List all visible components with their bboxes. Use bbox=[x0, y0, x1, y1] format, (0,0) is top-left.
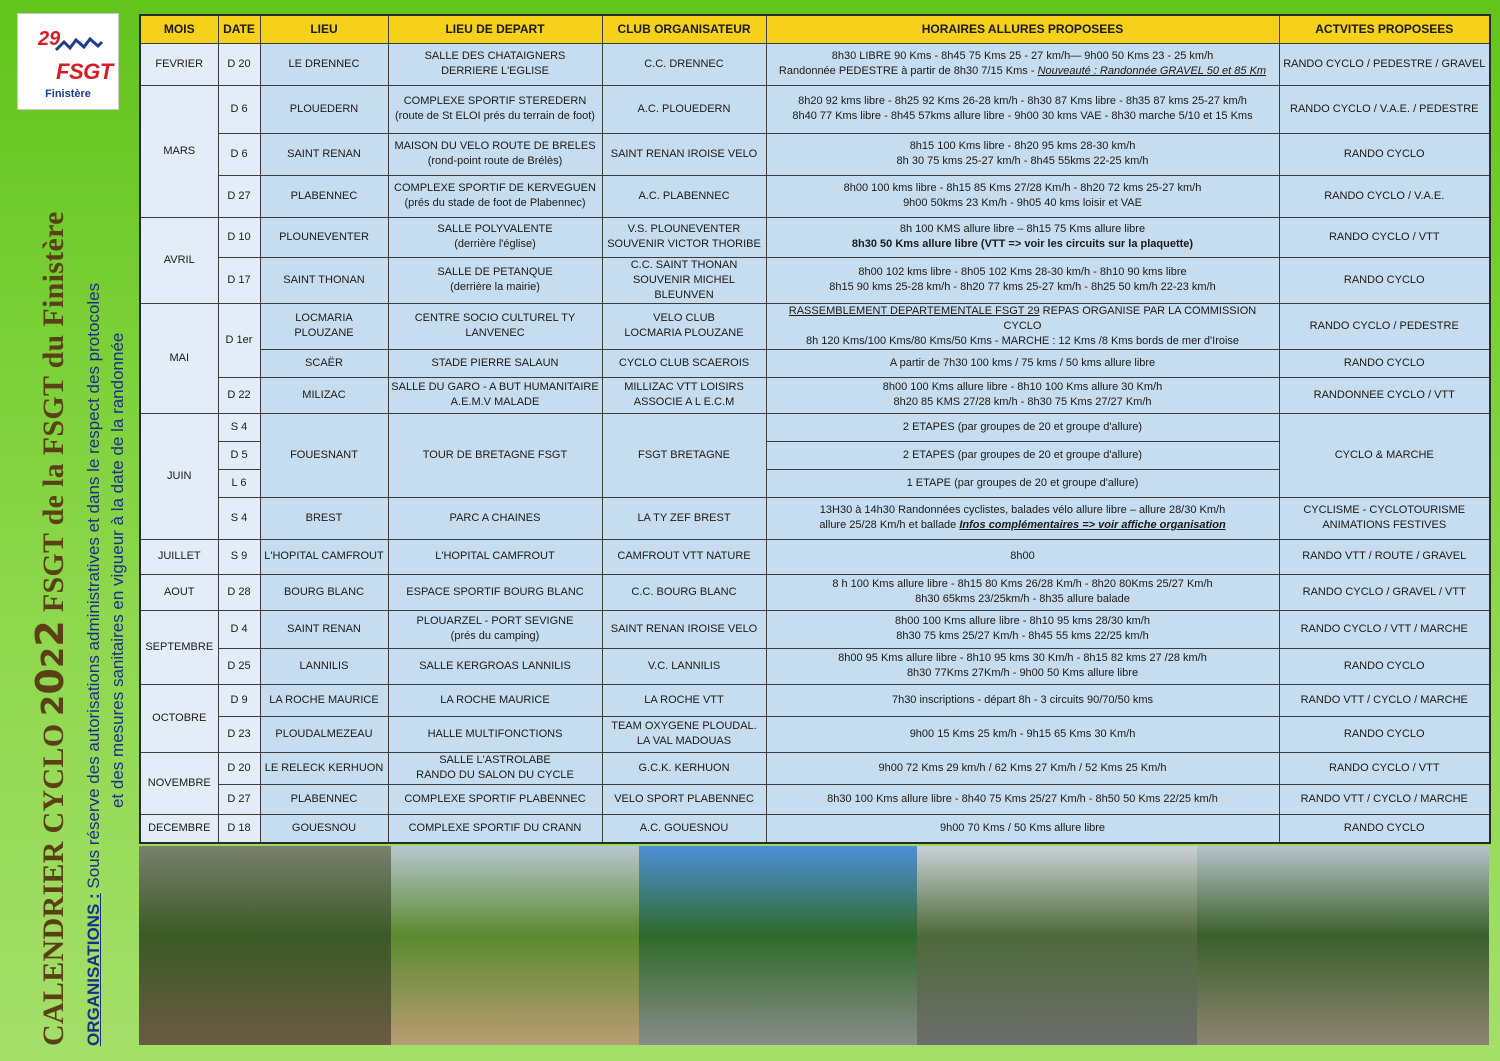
activites-cell bbox=[1279, 784, 1490, 814]
activites-line: RANDO CYCLO bbox=[1343, 356, 1425, 369]
lieu-cell: BREST bbox=[260, 497, 388, 539]
depart-line: PARC A CHAINES bbox=[449, 511, 541, 524]
table-header-row bbox=[140, 15, 1490, 43]
horaires-bold-line: 8h30 50 Kms allure libre (VTT => voir les circuits sur la plaquette) bbox=[851, 238, 1194, 250]
activites-line: RANDO CYCLO bbox=[1343, 147, 1425, 160]
activites-cell bbox=[1279, 684, 1490, 716]
lieu-cell: PLOUDALMEZEAU bbox=[260, 716, 388, 752]
header-date: DATE bbox=[218, 15, 260, 43]
activites-line: CYCLISME - CYCLOTOURISME bbox=[1303, 504, 1466, 516]
activites-line: RANDO CYCLO / V.A.E. / PEDESTRE bbox=[1290, 102, 1479, 115]
activites-line: ANIMATIONS FESTIVES bbox=[1322, 519, 1447, 531]
club-cell bbox=[602, 217, 766, 257]
depart-cell bbox=[388, 574, 602, 610]
club-cell bbox=[602, 610, 766, 648]
table-row bbox=[140, 574, 1490, 610]
horaires-line: 8h00 bbox=[1010, 550, 1035, 562]
depart-line: TOUR DE BRETAGNE FSGT bbox=[422, 448, 568, 461]
activites-line: RANDO CYCLO / VTT bbox=[1328, 230, 1440, 243]
horaires-cell bbox=[766, 175, 1279, 217]
lieu-cell: SCAËR bbox=[260, 349, 388, 377]
activites-line: RANDO CYCLO / PEDESTRE / GRAVEL bbox=[1283, 57, 1486, 70]
club-cell bbox=[602, 716, 766, 752]
horaires-cell bbox=[766, 43, 1279, 85]
horaires-cell bbox=[766, 684, 1279, 716]
lieu-cell: SAINT RENAN bbox=[260, 610, 388, 648]
horaires-cell bbox=[766, 539, 1279, 574]
activites-line: RANDO CYCLO / VTT / MARCHE bbox=[1300, 622, 1468, 635]
cyclists-start-photo bbox=[1197, 846, 1489, 1045]
month-cell: SEPTEMBRE bbox=[140, 610, 218, 684]
depart-line: (prés du stade de foot de Plabennec) bbox=[404, 197, 586, 209]
table-row bbox=[140, 814, 1490, 843]
month-cell: MARS bbox=[140, 85, 218, 217]
club-line: A.C. GOUESNOU bbox=[639, 821, 729, 834]
month-cell: DECEMBRE bbox=[140, 814, 218, 843]
date-cell: L 6 bbox=[218, 469, 260, 497]
club-line: A.C. PLOUEDERN bbox=[637, 102, 731, 115]
table-row bbox=[140, 217, 1490, 257]
horaires-line: 8h30 75 kms 25/27 Km/h - 8h45 55 kms 22/25 km/h bbox=[896, 630, 1149, 642]
horaires-cell bbox=[766, 349, 1279, 377]
club-line: CAMFROUT VTT NATURE bbox=[617, 550, 751, 562]
cyclists-road-photo bbox=[917, 846, 1197, 1045]
activites-cell bbox=[1279, 648, 1490, 684]
activites-cell bbox=[1279, 539, 1490, 574]
horaires-line: 8h00 100 Kms allure libre - 8h10 100 Kms allure 30 Km/h bbox=[882, 381, 1163, 393]
header-lieu: LIEU bbox=[260, 15, 388, 43]
horaires-cell bbox=[766, 133, 1279, 175]
club-cell bbox=[602, 814, 766, 843]
depart-line: SALLE DES CHATAIGNERS bbox=[424, 50, 566, 62]
depart-cell bbox=[388, 217, 602, 257]
horaires-line: 7h30 inscriptions - départ 8h - 3 circuits 90/70/50 kms bbox=[891, 693, 1154, 706]
horaires-line: 8h00 95 Kms allure libre - 8h10 95 kms 30 Km/h - 8h15 82 kms 27 /28 km/h bbox=[838, 652, 1207, 664]
horaires-line: 8h20 85 KMS 27/28 km/h - 8h30 75 Kms 27/27 Km/h bbox=[893, 396, 1152, 408]
month-cell: FEVRIER bbox=[140, 43, 218, 85]
coastal-trail-photo bbox=[391, 846, 639, 1045]
depart-cell bbox=[388, 684, 602, 716]
date-cell: S 4 bbox=[218, 497, 260, 539]
horaires-cell bbox=[766, 497, 1279, 539]
horaires-line: 9h00 72 Kms 29 km/h / 62 Kms 27 Km/h / 52 Kms 25 Km/h bbox=[878, 761, 1167, 774]
lieu-cell bbox=[260, 303, 388, 349]
horaires-cell bbox=[766, 814, 1279, 843]
club-cell bbox=[602, 413, 766, 497]
table-row bbox=[140, 377, 1490, 413]
activites-line: RANDO CYCLO / GRAVEL / VTT bbox=[1302, 585, 1466, 598]
table-row bbox=[140, 610, 1490, 648]
club-cell bbox=[602, 257, 766, 303]
depart-cell bbox=[388, 85, 602, 133]
depart-line: PLOUARZEL - PORT SEVIGNE bbox=[416, 615, 574, 627]
activites-line: RANDO CYCLO bbox=[1343, 727, 1425, 740]
horaires-note: Nouveauté : Randonnée GRAVEL 50 et 85 Km bbox=[1037, 65, 1267, 77]
horaires-line: A partir de 7h30 100 kms / 75 kms / 50 kms allure libre bbox=[889, 356, 1156, 369]
activites-cell bbox=[1279, 716, 1490, 752]
depart-cell bbox=[388, 303, 602, 349]
depart-cell bbox=[388, 814, 602, 843]
activites-cell bbox=[1279, 43, 1490, 85]
lieu-cell: PLABENNEC bbox=[260, 175, 388, 217]
depart-cell bbox=[388, 610, 602, 648]
header-mois: MOIS bbox=[140, 15, 218, 43]
date-cell: D 4 bbox=[218, 610, 260, 648]
club-line: V.C. LANNILIS bbox=[647, 659, 721, 672]
month-cell: OCTOBRE bbox=[140, 684, 218, 752]
horaires-line: 2 ETAPES (par groupes de 20 et groupe d'allure) bbox=[902, 420, 1143, 433]
lieu-cell: BOURG BLANC bbox=[260, 574, 388, 610]
horaires-cell bbox=[766, 85, 1279, 133]
month-cell: MAI bbox=[140, 303, 218, 413]
table-row bbox=[140, 133, 1490, 175]
horaires-cell bbox=[766, 377, 1279, 413]
horaires-line: 9h00 50kms 23 Km/h - 9h05 40 kms loisir et VAE bbox=[903, 197, 1142, 209]
activites-cell bbox=[1279, 85, 1490, 133]
club-cell bbox=[602, 175, 766, 217]
horaires-line: 8h 30 75 kms 25-27 km/h - 8h45 55kms 22-25 km/h bbox=[896, 155, 1149, 167]
horaires-cell bbox=[766, 610, 1279, 648]
club-line: C.C. DRENNEC bbox=[644, 57, 724, 70]
date-cell: D 18 bbox=[218, 814, 260, 843]
horaires-line: 8h30 LIBRE 90 Kms - 8h45 75 Kms 25 - 27 km/h— 9h00 50 Kms 23 - 25 km/h bbox=[831, 50, 1214, 62]
table-row bbox=[140, 303, 1490, 349]
depart-cell bbox=[388, 752, 602, 784]
activites-line: RANDO CYCLO / V.A.E. bbox=[1324, 189, 1445, 202]
club-line: CYCLO CLUB SCAEROIS bbox=[618, 356, 750, 369]
lieu-cell: LANNILIS bbox=[260, 648, 388, 684]
horaires-line: 8h 120 Kms/100 Kms/80 Kms/50 Kms - MARCHE : 12 Kms /8 Kms bords de mer d'Iroise bbox=[805, 334, 1240, 347]
header-club: CLUB ORGANISATEUR bbox=[602, 15, 766, 43]
horaires-line: 9h00 15 Kms 25 km/h - 9h15 65 Kms 30 Km/h bbox=[909, 727, 1136, 740]
date-cell: D 28 bbox=[218, 574, 260, 610]
lieu-cell: MILIZAC bbox=[260, 377, 388, 413]
activites-line: RANDO VTT / CYCLO / MARCHE bbox=[1300, 693, 1468, 706]
depart-cell bbox=[388, 377, 602, 413]
horaires-line: 1 ETAPE (par groupes de 20 et groupe d'allure) bbox=[906, 476, 1139, 489]
club-cell bbox=[602, 349, 766, 377]
club-cell bbox=[602, 377, 766, 413]
date-cell: D 25 bbox=[218, 648, 260, 684]
notice-line-2: et des mesures sanitaires en vigueur à la date de la randonnée bbox=[108, 332, 127, 808]
logo-number: 29 bbox=[38, 28, 61, 50]
horaires-cell bbox=[766, 574, 1279, 610]
depart-line: SALLE DU GARO - A BUT HUMANITAIRE bbox=[391, 381, 599, 393]
horaires-line: 13H30 à 14h30 Randonnées cyclistes, balades vélo allure libre – allure 28/30 Km/h bbox=[819, 504, 1226, 516]
cyclists-group-photo bbox=[639, 846, 917, 1045]
horaires-cell bbox=[766, 413, 1279, 441]
activites-cell bbox=[1279, 610, 1490, 648]
date-cell: D 27 bbox=[218, 175, 260, 217]
table-row bbox=[140, 349, 1490, 377]
horaires-cell bbox=[766, 716, 1279, 752]
schedule-table bbox=[139, 14, 1491, 844]
notice-label: ORGANISATIONS : bbox=[84, 893, 103, 1046]
club-line: SAINT RENAN IROISE VELO bbox=[610, 622, 758, 635]
activites-cell bbox=[1279, 574, 1490, 610]
photo-strip bbox=[139, 846, 1489, 1045]
lieu-cell: L'HOPITAL CAMFROUT bbox=[260, 539, 388, 574]
depart-line: SALLE DE PETANQUE bbox=[437, 266, 553, 278]
club-cell bbox=[602, 43, 766, 85]
date-cell: S 4 bbox=[218, 413, 260, 441]
horaires-line: 8h 100 KMS allure libre – 8h15 75 Kms allure libre bbox=[899, 223, 1146, 235]
date-cell: D 1er bbox=[218, 303, 260, 377]
depart-line: A.E.M.V MALADE bbox=[450, 396, 540, 408]
forest-path-photo bbox=[139, 846, 391, 1045]
depart-line: COMPLEXE SPORTIF DU CRANN bbox=[408, 821, 582, 834]
lieu-line: LOCMARIA bbox=[295, 312, 353, 324]
depart-cell bbox=[388, 175, 602, 217]
horaires-line: 8h15 100 Kms libre - 8h20 95 kms 28-30 km/h bbox=[909, 140, 1136, 152]
club-cell bbox=[602, 539, 766, 574]
horaires-cell bbox=[766, 441, 1279, 469]
header-activites: ACTVITES PROPOSEES bbox=[1279, 15, 1490, 43]
horaires-note: Infos complémentaires => voir affiche organisation bbox=[959, 519, 1226, 531]
lieu-line: PLOUZANE bbox=[294, 327, 354, 339]
activites-line: RANDO CYCLO bbox=[1343, 659, 1425, 672]
date-cell: D 10 bbox=[218, 217, 260, 257]
activites-cell bbox=[1279, 814, 1490, 843]
horaires-line: 8h00 102 kms libre - 8h05 102 Kms 28-30 km/h - 8h10 90 kms libre bbox=[858, 266, 1187, 278]
month-cell: JUIN bbox=[140, 413, 218, 539]
depart-line: (derrière l'église) bbox=[454, 238, 536, 250]
calendar-title bbox=[28, 116, 72, 1046]
month-cell: NOVEMBRE bbox=[140, 752, 218, 814]
depart-line: ESPACE SPORTIF BOURG BLANC bbox=[406, 585, 584, 598]
horaires-line: 9h00 70 Kms / 50 Kms allure libre bbox=[939, 821, 1106, 834]
horaires-line: REPAS ORGANISE PAR LA COMMISSION CYCLO bbox=[1003, 304, 1257, 332]
horaires-cell bbox=[766, 784, 1279, 814]
date-cell: D 23 bbox=[218, 716, 260, 752]
activites-cell bbox=[1279, 175, 1490, 217]
header-depart: LIEU DE DEPART bbox=[388, 15, 602, 43]
activites-line: RANDO VTT / CYCLO / MARCHE bbox=[1300, 792, 1468, 805]
horaires-cell bbox=[766, 217, 1279, 257]
table-row bbox=[140, 497, 1490, 539]
depart-line: MAISON DU VELO ROUTE DE BRELES bbox=[394, 140, 596, 152]
year-digit-1: 2 bbox=[36, 694, 71, 716]
activites-line: RANDONNEE CYCLO / VTT bbox=[1313, 388, 1455, 401]
lieu-cell: PLOUEDERN bbox=[260, 85, 388, 133]
club-cell bbox=[602, 133, 766, 175]
table-row bbox=[140, 784, 1490, 814]
club-cell bbox=[602, 784, 766, 814]
year-digit-4: 2 bbox=[28, 619, 72, 647]
club-cell bbox=[602, 684, 766, 716]
depart-cell bbox=[388, 133, 602, 175]
lieu-cell: SAINT RENAN bbox=[260, 133, 388, 175]
lieu-cell: GOUESNOU bbox=[260, 814, 388, 843]
activites-cell bbox=[1279, 752, 1490, 784]
depart-cell bbox=[388, 784, 602, 814]
horaires-line: 8h40 77 Kms libre - 8h45 57kms allure libre - 9h00 30 kms VAE - 8h30 marche 5/10 et 15 Kms bbox=[792, 110, 1253, 122]
club-cell bbox=[602, 85, 766, 133]
activites-cell bbox=[1279, 303, 1490, 349]
date-cell: D 20 bbox=[218, 43, 260, 85]
depart-line: L'HOPITAL CAMFROUT bbox=[435, 550, 555, 562]
club-line: C.C. SAINT THONAN bbox=[630, 258, 738, 271]
depart-line: COMPLEXE SPORTIF DE KERVEGUEN bbox=[394, 182, 596, 194]
horaires-line: 8h30 77Kms 27Km/h - 9h00 50 Kms allure libre bbox=[906, 667, 1139, 679]
club-cell bbox=[602, 497, 766, 539]
logo-brand: FSGT bbox=[56, 59, 113, 84]
date-cell: D 9 bbox=[218, 684, 260, 716]
activites-cell bbox=[1279, 497, 1490, 539]
lieu-cell: LE RELECK KERHUON bbox=[260, 752, 388, 784]
lieu-cell: LE DRENNEC bbox=[260, 43, 388, 85]
depart-cell bbox=[388, 257, 602, 303]
date-cell: D 17 bbox=[218, 257, 260, 303]
activites-line: RANDO VTT / ROUTE / GRAVEL bbox=[1302, 550, 1467, 562]
lieu-cell: FOUESNANT bbox=[260, 413, 388, 497]
depart-line: (route de St ELOI prés du terrain de foot) bbox=[395, 110, 595, 122]
table-row bbox=[140, 648, 1490, 684]
club-line: VELO CLUB bbox=[653, 312, 715, 324]
header-horaires: HORAIRES ALLURES PROPOSEES bbox=[766, 15, 1279, 43]
depart-line: LA ROCHE MAURICE bbox=[440, 693, 550, 706]
horaires-line: 8h00 100 Kms allure libre - 8h10 95 kms 28/30 km/h bbox=[895, 615, 1150, 627]
logo-region: Finistère bbox=[45, 88, 91, 100]
depart-cell bbox=[388, 539, 602, 574]
horaires-line: allure 25/28 Km/h et ballade bbox=[819, 519, 957, 531]
lieu-cell: PLOUNEVENTER bbox=[260, 217, 388, 257]
horaires-cell bbox=[766, 752, 1279, 784]
table-row bbox=[140, 684, 1490, 716]
table-row bbox=[140, 413, 1490, 441]
activites-cell bbox=[1279, 133, 1490, 175]
club-cell bbox=[602, 752, 766, 784]
date-cell: D 27 bbox=[218, 784, 260, 814]
organisation-notice bbox=[84, 283, 104, 1046]
club-line: ASSOCIE A L E.C.M bbox=[633, 396, 735, 408]
table-row bbox=[140, 43, 1490, 85]
notice-line-1: Sous réserve des autorisations administratives et dans le respect des protocoles bbox=[84, 282, 103, 889]
table-row bbox=[140, 539, 1490, 574]
club-cell bbox=[602, 574, 766, 610]
depart-cell bbox=[388, 648, 602, 684]
club-line: SOUVENIR VICTOR THORIBE bbox=[607, 238, 761, 250]
lieu-cell: LA ROCHE MAURICE bbox=[260, 684, 388, 716]
activites-line: RANDO CYCLO / VTT bbox=[1328, 761, 1440, 774]
lieu-cell: PLABENNEC bbox=[260, 784, 388, 814]
depart-line: SALLE KERGROAS LANNILIS bbox=[419, 659, 571, 672]
depart-line: (rond-point route de Brélès) bbox=[427, 155, 563, 167]
activites-cell bbox=[1279, 413, 1490, 497]
horaires-line: 8h30 100 Kms allure libre - 8h40 75 Kms 25/27 Km/h - 8h50 50 Kms 22/25 km/h bbox=[827, 792, 1218, 805]
club-line: LA VAL MADOUAS bbox=[636, 735, 732, 747]
horaires-line: 8h00 100 kms libre - 8h15 85 Kms 27/28 Km/h - 8h20 72 kms 25-27 km/h bbox=[843, 182, 1202, 194]
date-cell: D 22 bbox=[218, 377, 260, 413]
depart-cell bbox=[388, 716, 602, 752]
table-row bbox=[140, 175, 1490, 217]
club-line: SOUVENIR MICHEL BLEUNVEN bbox=[632, 273, 736, 301]
club-line: SAINT RENAN IROISE VELO bbox=[610, 147, 758, 160]
depart-cell bbox=[388, 497, 602, 539]
activites-line: RANDO CYCLO / PEDESTRE bbox=[1309, 319, 1459, 332]
horaires-line: 8h30 65kms 23/25km/h - 8h35 allure balade bbox=[915, 593, 1130, 605]
horaires-line: Randonnée PEDESTRE à partir de 8h30 7/15 Kms - bbox=[778, 65, 1035, 77]
club-line: A.C. PLABENNEC bbox=[638, 189, 730, 202]
club-line: V.S. PLOUNEVENTER bbox=[627, 223, 741, 235]
finistere-map-icon bbox=[54, 36, 104, 54]
table-row bbox=[140, 257, 1490, 303]
horaires-cell bbox=[766, 303, 1279, 349]
horaires-line: 8 h 100 Kms allure libre - 8h15 80 Kms 26/28 Km/h - 8h20 80Kms 25/27 Km/h bbox=[832, 578, 1213, 590]
date-cell: D 6 bbox=[218, 85, 260, 133]
depart-line: SALLE POLYVALENTE bbox=[437, 223, 553, 235]
table-row bbox=[140, 752, 1490, 784]
depart-cell bbox=[388, 43, 602, 85]
table-row bbox=[140, 716, 1490, 752]
club-line: MILLIZAC VTT LOISIRS bbox=[624, 381, 744, 393]
depart-line: COMPLEXE SPORTIF STEREDERN bbox=[403, 95, 587, 107]
title-suffix: FSGT de la FSGT du Finistère bbox=[37, 211, 70, 620]
activites-cell bbox=[1279, 257, 1490, 303]
horaires-line: 2 ETAPES (par groupes de 20 et groupe d'allure) bbox=[902, 448, 1143, 461]
month-cell: AOUT bbox=[140, 574, 218, 610]
month-cell: JUILLET bbox=[140, 539, 218, 574]
depart-line: DERRIERE L'EGLISE bbox=[441, 65, 549, 77]
depart-line: STADE PIERRE SALAUN bbox=[431, 356, 559, 369]
horaires-highlight: RASSEMBLEMENT DEPARTEMENTALE FSGT 29 bbox=[788, 304, 1040, 317]
activites-cell bbox=[1279, 349, 1490, 377]
title-prefix: CALENDRIER CYCLO bbox=[37, 715, 70, 1046]
club-line: LA ROCHE VTT bbox=[644, 693, 724, 706]
date-cell: D 6 bbox=[218, 133, 260, 175]
club-line: TEAM OXYGENE PLOUDAL. bbox=[611, 720, 757, 732]
table-row bbox=[140, 85, 1490, 133]
date-cell: D 5 bbox=[218, 441, 260, 469]
depart-line: RANDO DU SALON DU CYCLE bbox=[416, 769, 574, 781]
activites-cell bbox=[1279, 217, 1490, 257]
date-cell: S 9 bbox=[218, 539, 260, 574]
depart-line: (derrière la mairie) bbox=[450, 281, 540, 293]
club-line: VELO SPORT PLABENNEC bbox=[614, 792, 754, 805]
depart-line: COMPLEXE SPORTIF PLABENNEC bbox=[404, 792, 586, 805]
club-line: LOCMARIA PLOUZANE bbox=[624, 327, 744, 339]
depart-line: CENTRE SOCIO CULTUREL TY LANVENEC bbox=[414, 312, 576, 339]
year-digit-2: 0 bbox=[28, 667, 72, 695]
club-line: G.C.K. KERHUON bbox=[638, 761, 730, 774]
horaires-line: 8h15 90 kms 25-28 km/h - 8h20 77 kms 25-27 km/h - 8h25 50 km/h 22-23 km/h bbox=[829, 281, 1216, 293]
date-cell: D 20 bbox=[218, 752, 260, 784]
club-line: LA TY ZEF BREST bbox=[637, 511, 731, 524]
depart-line: HALLE MULTIFONCTIONS bbox=[427, 727, 563, 740]
horaires-line: 8h20 92 kms libre - 8h25 92 Kms 26-28 km/h - 8h30 87 Kms libre - 8h35 87 kms 25-27 km/h bbox=[798, 95, 1247, 107]
club-cell bbox=[602, 648, 766, 684]
club-cell bbox=[602, 303, 766, 349]
activites-line: RANDO CYCLO bbox=[1343, 273, 1425, 286]
lieu-cell: SAINT THONAN bbox=[260, 257, 388, 303]
depart-cell bbox=[388, 349, 602, 377]
activites-line: RANDO CYCLO bbox=[1343, 821, 1425, 834]
depart-line: SALLE L'ASTROLABE bbox=[439, 754, 551, 766]
club-line: C.C. BOURG BLANC bbox=[631, 585, 737, 598]
horaires-cell bbox=[766, 469, 1279, 497]
club-line: FSGT BRETAGNE bbox=[638, 448, 730, 461]
year-digit-3: 2 bbox=[36, 646, 71, 668]
depart-line: (prés du camping) bbox=[450, 630, 540, 642]
fsgt-logo bbox=[17, 13, 119, 110]
activites-cell bbox=[1279, 377, 1490, 413]
horaires-cell bbox=[766, 257, 1279, 303]
activites-line: CYCLO & MARCHE bbox=[1334, 448, 1434, 461]
horaires-cell bbox=[766, 648, 1279, 684]
depart-cell bbox=[388, 413, 602, 497]
month-cell: AVRIL bbox=[140, 217, 218, 303]
